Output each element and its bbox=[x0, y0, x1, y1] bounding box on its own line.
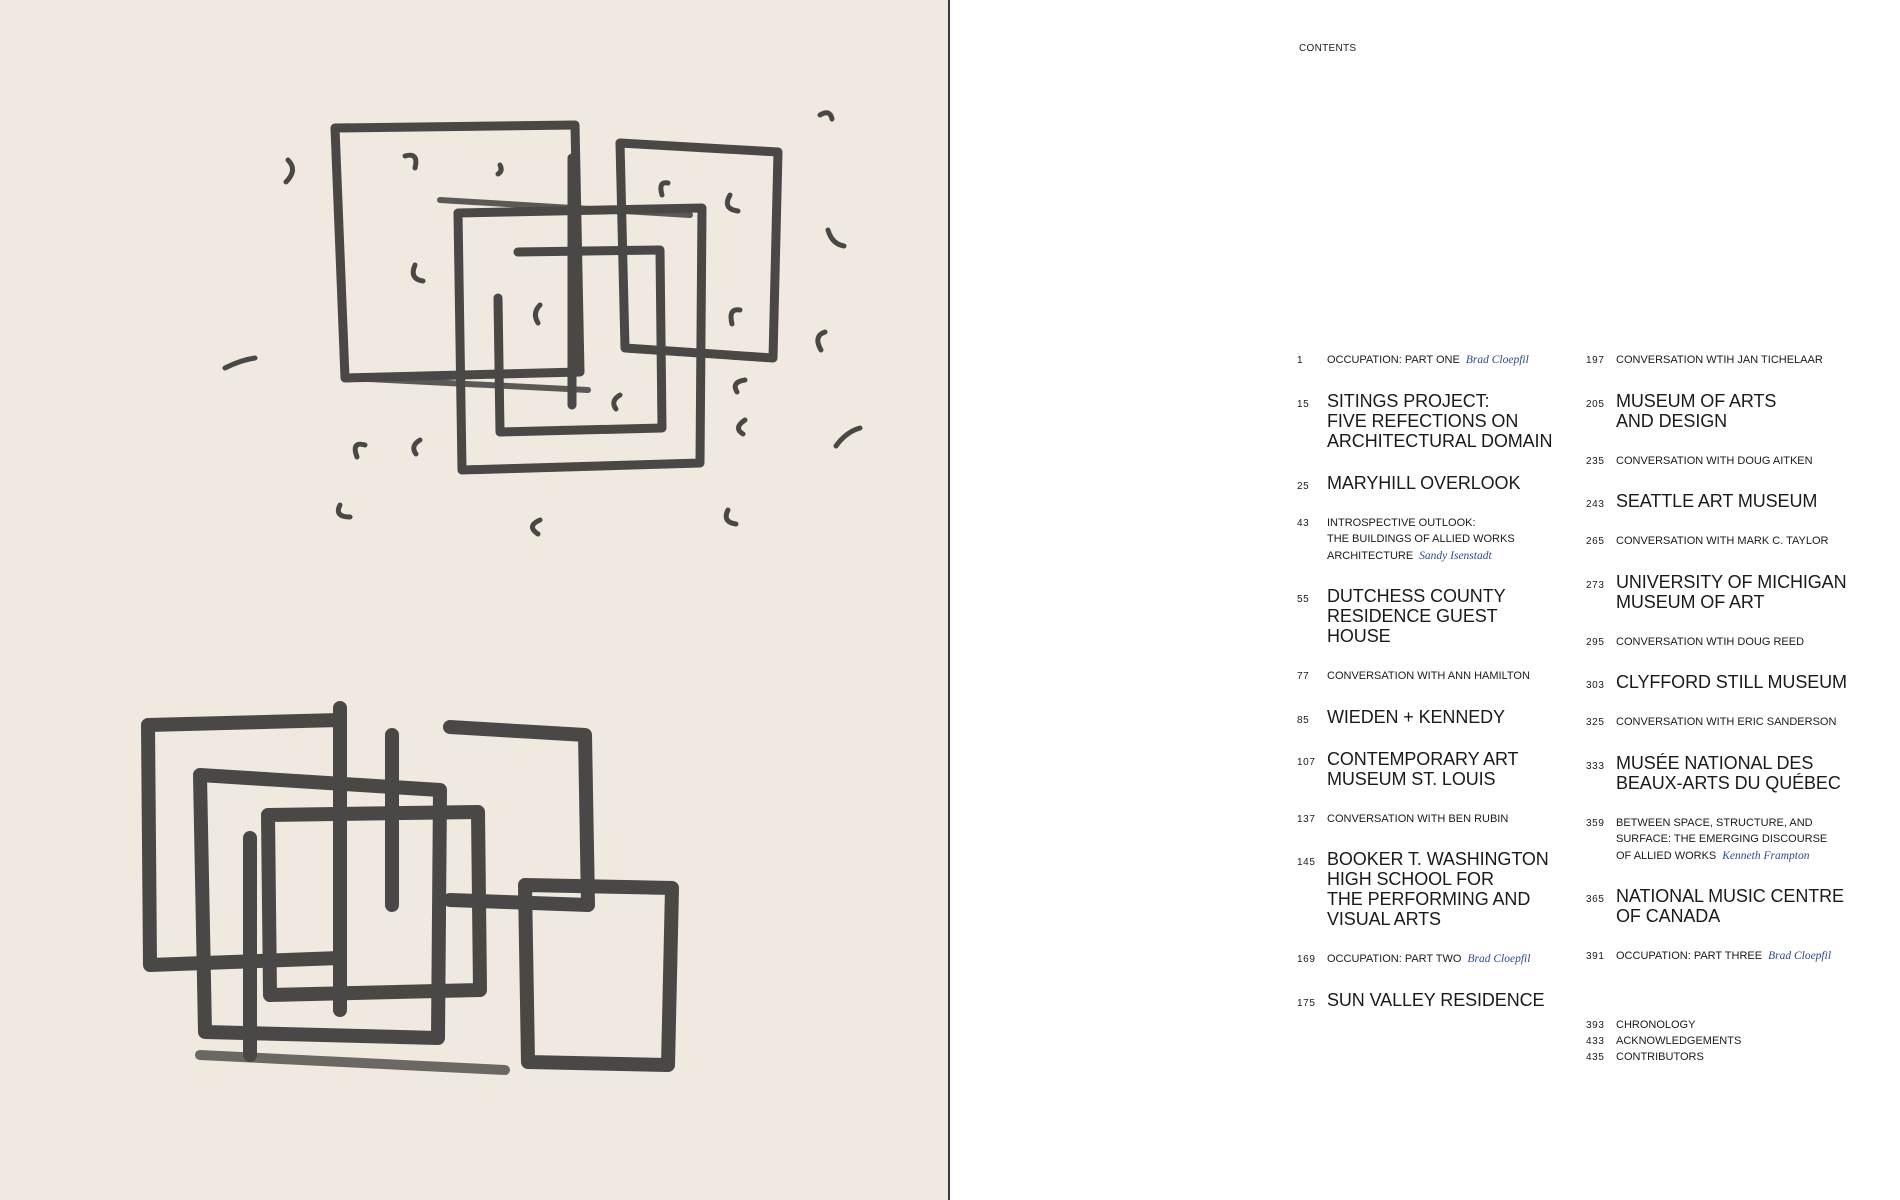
toc-entry-title-text: MUSEUM OF ARTS AND DESIGN bbox=[1616, 390, 1777, 431]
toc-right-column bbox=[1586, 352, 1876, 965]
toc-entry-title bbox=[1327, 586, 1559, 646]
toc-entry-title bbox=[1616, 714, 1876, 731]
toc-entry[interactable] bbox=[1586, 1017, 1876, 1033]
toc-page-number: 303 bbox=[1586, 680, 1605, 691]
toc-entry[interactable] bbox=[1586, 572, 1876, 612]
toc-page-number: 325 bbox=[1586, 717, 1605, 728]
toc-entry-title-text: CONVERSATION WTIH JAN TICHELAAR bbox=[1616, 354, 1823, 366]
toc-entry-title bbox=[1616, 391, 1876, 431]
toc-page-number: 235 bbox=[1586, 455, 1605, 467]
toc-entry-title-text: SITINGS PROJECT: FIVE REFECTIONS ON ARCHITECTURAL DOMAIN bbox=[1327, 390, 1553, 451]
toc-entry[interactable] bbox=[1586, 1033, 1876, 1049]
toc-page-number: 365 bbox=[1586, 894, 1605, 905]
toc-entry-title bbox=[1327, 707, 1559, 727]
toc-entry-title bbox=[1616, 672, 1876, 692]
toc-entry-title bbox=[1327, 811, 1559, 828]
toc-entry-title bbox=[1327, 849, 1559, 929]
toc-page-number: 433 bbox=[1586, 1036, 1605, 1047]
toc-page-number: 137 bbox=[1297, 813, 1316, 825]
toc-entry[interactable] bbox=[1297, 352, 1559, 369]
toc-entry[interactable] bbox=[1586, 948, 1876, 965]
toc-entry-author: Brad Cloepfil bbox=[1768, 950, 1832, 962]
toc-page-number: 55 bbox=[1297, 594, 1310, 605]
toc-page-number: 25 bbox=[1297, 480, 1310, 492]
toc-entry-title-text: SEATTLE ART MUSEUM bbox=[1616, 491, 1818, 511]
toc-entry-title bbox=[1616, 533, 1876, 550]
toc-entry-title-text: CONVERSATION WTIH DOUG REED bbox=[1616, 635, 1805, 648]
toc-page-number: 333 bbox=[1586, 760, 1605, 772]
toc-page-number: 169 bbox=[1297, 954, 1316, 965]
toc-entry-title bbox=[1327, 990, 1559, 1010]
toc-entry[interactable] bbox=[1586, 714, 1876, 731]
toc-entry-title-text: DUTCHESS COUNTY RESIDENCE GUEST HOUSE bbox=[1327, 586, 1506, 646]
toc-entry-title-text: OCCUPATION: PART TWO bbox=[1327, 953, 1462, 965]
toc-entry[interactable] bbox=[1586, 815, 1876, 865]
toc-page-number: 1 bbox=[1297, 355, 1304, 366]
toc-entry-author: Sandy Isenstadt bbox=[1419, 549, 1492, 562]
toc-entry-title bbox=[1616, 352, 1876, 369]
toc-entry[interactable] bbox=[1297, 990, 1559, 1010]
toc-page-number: 107 bbox=[1297, 756, 1316, 768]
toc-entry-title bbox=[1616, 886, 1876, 926]
toc-entry-title-text: CONVERSATION WITH ERIC SANDERSON bbox=[1616, 716, 1837, 728]
toc-entry-title-text: OCCUPATION: PART ONE bbox=[1327, 354, 1460, 366]
toc-entry-title bbox=[1616, 634, 1876, 651]
toc-entry[interactable] bbox=[1586, 1049, 1876, 1065]
toc-entry[interactable] bbox=[1297, 811, 1559, 828]
toc-entry-title bbox=[1327, 951, 1559, 968]
toc-entry-title bbox=[1327, 749, 1559, 789]
toc-entry-title-text: ACKNOWLEDGEMENTS bbox=[1616, 1035, 1742, 1047]
toc-page-number: 435 bbox=[1586, 1052, 1605, 1063]
toc-entry[interactable] bbox=[1586, 753, 1876, 793]
toc-entry-title-text: CONVERSATION WITH ANN HAMILTON bbox=[1327, 670, 1530, 682]
toc-entry-title bbox=[1616, 753, 1876, 793]
toc-entry-title-text: INTROSPECTIVE OUTLOOK: THE BUILDINGS OF ALLIED WORKS ARCHITECTURE bbox=[1327, 516, 1515, 562]
toc-page-number: 175 bbox=[1297, 997, 1316, 1009]
toc-entry-title-text: BETWEEN SPACE, STRUCTURE, AND SURFACE: THE EMERGING DISCOURSE OF ALLIED WORKS bbox=[1616, 816, 1828, 862]
toc-entry-title bbox=[1616, 815, 1876, 865]
toc-entry-title bbox=[1327, 391, 1559, 451]
toc-entry[interactable] bbox=[1297, 951, 1559, 968]
toc-entry-title bbox=[1616, 572, 1876, 612]
toc-entry-title-text: CONVERSATION WITH DOUG AITKEN bbox=[1616, 454, 1813, 467]
toc-entry-title bbox=[1327, 352, 1559, 369]
toc-entry-title bbox=[1616, 948, 1876, 965]
left-page-sketch-plate bbox=[0, 0, 949, 1200]
toc-page-number: 85 bbox=[1297, 714, 1310, 726]
toc-page-number: 197 bbox=[1586, 355, 1605, 366]
toc-page-number: 391 bbox=[1586, 951, 1605, 962]
toc-entry[interactable] bbox=[1586, 453, 1876, 470]
toc-entry[interactable] bbox=[1297, 749, 1559, 789]
toc-entry[interactable] bbox=[1586, 533, 1876, 550]
toc-entry-author: Brad Cloepfil bbox=[1465, 354, 1529, 366]
toc-entry-title-text: CLYFFORD STILL MUSEUM bbox=[1616, 672, 1847, 692]
toc-entry-title bbox=[1327, 668, 1559, 685]
toc-page-number: 77 bbox=[1297, 671, 1310, 682]
toc-page-number: 273 bbox=[1586, 579, 1605, 591]
toc-entry[interactable] bbox=[1586, 886, 1876, 926]
toc-entry-title bbox=[1616, 453, 1876, 470]
toc-entry[interactable] bbox=[1586, 391, 1876, 431]
toc-entry-title bbox=[1616, 491, 1876, 511]
toc-page-number: 295 bbox=[1586, 636, 1605, 648]
contents-heading: CONTENTS bbox=[1299, 43, 1357, 54]
toc-entry[interactable] bbox=[1297, 707, 1559, 727]
toc-entry-title-text: WIEDEN + KENNEDY bbox=[1327, 706, 1505, 727]
charcoal-sketch-illustration bbox=[0, 0, 949, 1200]
toc-entry-title bbox=[1616, 1049, 1876, 1065]
toc-left-column bbox=[1297, 352, 1559, 1010]
toc-entry[interactable] bbox=[1586, 491, 1876, 511]
toc-entry[interactable] bbox=[1297, 849, 1559, 929]
toc-entry-title bbox=[1327, 473, 1559, 493]
toc-entry-title-text: MUSÉE NATIONAL DES BEAUX-ARTS DU QUÉBEC bbox=[1616, 752, 1841, 793]
toc-entry-title-text: BOOKER T. WASHINGTON HIGH SCHOOL FOR THE PERFORMING AND VISUAL ARTS bbox=[1327, 849, 1549, 929]
toc-entry-title-text: NATIONAL MUSIC CENTRE OF CANADA bbox=[1616, 886, 1844, 926]
toc-page-number: 243 bbox=[1586, 499, 1605, 510]
toc-page-number: 393 bbox=[1586, 1020, 1605, 1031]
toc-entry-title-text: CONVERSATION WITH BEN RUBIN bbox=[1327, 812, 1509, 825]
toc-entry-author: Kenneth Frampton bbox=[1722, 849, 1810, 862]
toc-page-number: 43 bbox=[1297, 517, 1310, 529]
toc-entry[interactable] bbox=[1297, 473, 1559, 493]
toc-entry-title bbox=[1616, 1033, 1876, 1049]
toc-entry[interactable] bbox=[1297, 515, 1559, 565]
toc-entry[interactable] bbox=[1586, 672, 1876, 692]
toc-entry-title-text: OCCUPATION: PART THREE bbox=[1616, 950, 1763, 962]
toc-page-number: 359 bbox=[1586, 817, 1605, 829]
toc-page-number: 205 bbox=[1586, 398, 1605, 410]
toc-entry[interactable] bbox=[1297, 668, 1559, 685]
toc-entry-title-text: MARYHILL OVERLOOK bbox=[1327, 472, 1521, 493]
toc-entry[interactable] bbox=[1297, 391, 1559, 451]
toc-page-number: 145 bbox=[1297, 857, 1316, 868]
toc-entry[interactable] bbox=[1586, 352, 1876, 369]
toc-page-number: 15 bbox=[1297, 398, 1310, 410]
toc-entry-title-text: CHRONOLOGY bbox=[1616, 1019, 1696, 1031]
toc-back-matter bbox=[1586, 1017, 1876, 1065]
toc-entry-title bbox=[1616, 1017, 1876, 1033]
toc-page-number: 265 bbox=[1586, 536, 1605, 547]
toc-entry-title-text: CONTEMPORARY ART MUSEUM ST. LOUIS bbox=[1327, 748, 1519, 789]
toc-entry-title-text: CONTRIBUTORS bbox=[1616, 1051, 1704, 1063]
toc-entry-title-text: CONVERSATION WITH MARK C. TAYLOR bbox=[1616, 535, 1829, 547]
toc-entry[interactable] bbox=[1586, 634, 1876, 651]
toc-entry-author: Brad Cloepfil bbox=[1467, 953, 1531, 965]
toc-entry-title-text: UNIVERSITY OF MICHIGAN MUSEUM OF ART bbox=[1616, 571, 1847, 612]
toc-entry[interactable] bbox=[1297, 586, 1559, 646]
toc-entry-title bbox=[1327, 515, 1559, 565]
toc-entry-title-text: SUN VALLEY RESIDENCE bbox=[1327, 989, 1545, 1010]
